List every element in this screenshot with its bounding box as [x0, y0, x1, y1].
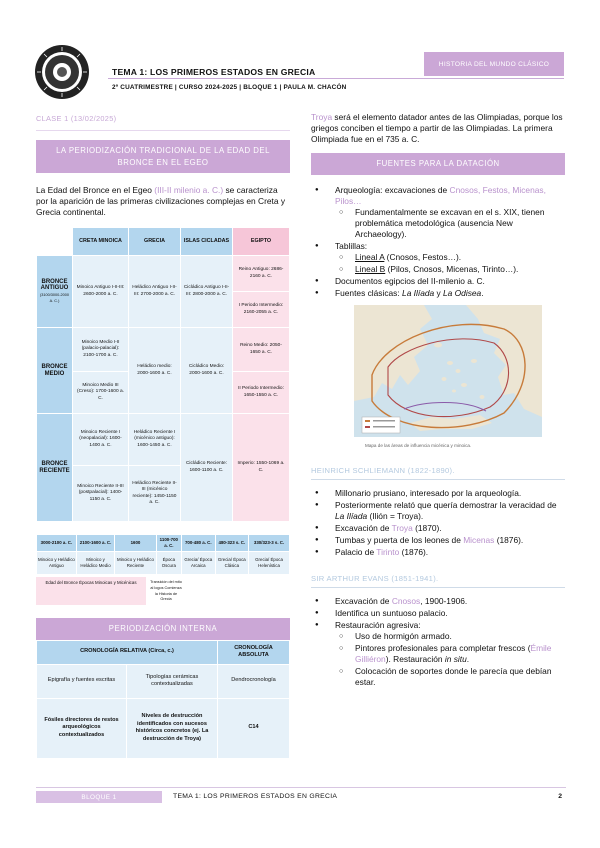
table-cell: Imperio: 1550-1069 a. C. [233, 414, 290, 522]
intro-paragraph [36, 185, 290, 218]
item-text: (1876). [494, 534, 524, 545]
item-text: Fuentes clásicas: [335, 287, 403, 298]
row-header-reciente: BRONCE RECIENTE [37, 414, 73, 522]
table-cell: Reino Medio: 2050-1650 a. C. [233, 328, 290, 372]
table-cell: Heládico medio: 2000-1600 a. C. [129, 328, 181, 414]
item-text: Pintores profesionales para completar frescos ( [355, 642, 531, 653]
item-text: (1870). [412, 522, 442, 533]
table-cell: I Periodo Intermedio: 2160-2055 a. C. [233, 292, 290, 328]
list-item: ● Documentos egipcios del II-milenio a. C. [311, 276, 565, 287]
table-corner [37, 228, 73, 256]
document-title: TEMA 1: LOS PRIMEROS ESTADOS EN GRECIA [112, 67, 316, 77]
item-label: Tablillas: [335, 240, 368, 251]
timeline-date: 3000-2100 a. C. [37, 535, 77, 552]
item-italic: in situ [444, 653, 467, 664]
column-header-creta: CRETA MINOICA [73, 228, 129, 256]
timeline-note-transition: Transición del mito al logos Comienza la Historia de Grecia [150, 580, 182, 602]
item-text: (Ilión = Troya). [367, 510, 424, 521]
troya-text: será el elemento datador antes de las Olimpiadas, porque los griegos conciben el tiempo a partir de las Olimpiadas. La primera Olimpiada fue en el 735 a. C. [311, 112, 563, 144]
timeline-era: Época Oscura [156, 552, 181, 575]
section-heading-evans: SIR ARTHUR EVANS (1851-1941). [311, 574, 565, 588]
sub-list-item: ○ Fundamentalmente se excavan en el s. XIX, tienen problemática metodológica (ausencia New Archaeology). [335, 207, 565, 240]
sub-list-item: ○ Colocación de soportes donde le parecía que debían estar. [335, 666, 565, 688]
column-header-grecia: GRECIA [129, 228, 181, 256]
item-text: ). Restauración [385, 653, 445, 664]
header-divider [108, 78, 564, 79]
timeline-era: Minoico y Heládico Antiguo [37, 552, 77, 575]
list-item [311, 500, 565, 522]
timeline-notes [36, 577, 290, 606]
aegean-map [354, 305, 542, 437]
item-text: Excavación de [335, 595, 392, 606]
footer-title: TEMA 1: LOS PRIMEROS ESTADOS EN GRECIA [173, 793, 338, 800]
university-seal-icon [34, 44, 90, 100]
item-italic: La Odisea [443, 287, 482, 298]
timeline-table [36, 534, 290, 575]
column-header-cicladas: ISLAS CICLADAS [181, 228, 233, 256]
table-cell: Minoico Reciente II-III (postpalacial): 1400-1150 a. C. [73, 466, 129, 522]
item-highlight: Lineal A [355, 251, 385, 262]
list-item: ● Millonario prusiano, interesado por la arqueología. [311, 488, 565, 499]
item-highlight: Cnosos, Festos, Micenas, Pilos… [335, 184, 546, 206]
item-text: Palacio de [335, 546, 377, 557]
timeline-date: 480-323 s. C. [215, 535, 249, 552]
timeline-note-bronze: Edad del Bronce Épocas Minoicas y Micénicas [36, 577, 146, 605]
table-cell: II Periodo Intermedio: 1650-1550 a. C. [233, 372, 290, 414]
sub-list-item [335, 264, 565, 275]
table-cell: Epigrafía y fuentes escritas [37, 664, 127, 698]
row-label: BRONCE ANTIGUO [40, 278, 69, 291]
row-note: (3100/3000-2000 A. C.) [40, 292, 69, 303]
header-relative: CRONOLOGÍA RELATIVA (Circa, c.) [37, 640, 218, 664]
item-text: . [466, 653, 470, 664]
section-heading-schliemann: HEINRICH SCHLIEMANN (1822-1890). [311, 466, 565, 480]
troya-highlight: Troya [311, 112, 333, 122]
page-footer [36, 787, 566, 803]
list-item: ● Identifica un suntuoso palacio. [311, 608, 565, 619]
timeline-date: 330/323-3 s. C. [249, 535, 290, 552]
timeline-era: Minoico y Heládico Reciente [115, 552, 156, 575]
timeline-date: 2100-1600 a. C. [76, 535, 114, 552]
item-text: Excavación de [335, 522, 392, 533]
list-item [311, 185, 565, 240]
item-label: Arqueología: [335, 184, 383, 195]
timeline-date: 1600 [115, 535, 156, 552]
subject-badge: HISTORIA DEL MUNDO CLÁSICO [424, 52, 564, 76]
table-cell: Heládico Antiguo I-II-III: 2700-2000 a. C. [129, 256, 181, 328]
sources-list [311, 185, 565, 299]
evans-list [311, 596, 565, 688]
item-text: Restauración agresiva: [335, 619, 421, 630]
page-number: 2 [558, 793, 562, 800]
class-label: CLASE 1 (13/02/2025) [36, 114, 290, 131]
aegean-map-image [354, 305, 542, 437]
section-heading-internal: PERIODIZACIÓN INTERNA [36, 618, 290, 640]
timeline-era: Grecia/ Época Clásica [215, 552, 249, 575]
timeline-era: Minoico y Heládico Medio [76, 552, 114, 575]
item-text: . [481, 287, 484, 298]
list-item [311, 547, 565, 558]
table-cell: Heládico Reciente II-III (micénico reciente): 1450-1150 a. C. [129, 466, 181, 522]
column-header-egipto: EGIPTO [233, 228, 290, 256]
timeline-era: Grecia/ Época Helenística [249, 552, 290, 575]
list-item [311, 288, 565, 299]
document-subtitle: 2º CUATRIMESTRE | CURSO 2024-2025 | BLOQUE 1 | PAULA M. CHACÓN [112, 84, 347, 91]
internal-periodization-table [36, 640, 290, 759]
item-text: y [434, 287, 444, 298]
table-cell: Heládico Reciente I (micénico antiguo): 1600-1450 a. C. [129, 414, 181, 466]
item-highlight: Cnosos [391, 595, 421, 606]
table-cell: Niveles de destrucción identificados con sucesos históricos concretos (ej. La destrucción de Troya) [127, 698, 218, 758]
list-item [311, 535, 565, 546]
table-cell: Cicládico Medio: 2000-1600 a. C. [181, 328, 233, 414]
table-cell: Cicládico Antiguo I-II-III: 2800-2000 a. C. [181, 256, 233, 328]
table-cell: Minoico Reciente I (neopalacial): 1600-1400 a. C. [73, 414, 129, 466]
timeline-date: 1100-700 a. C. [156, 535, 181, 552]
table-cell: C14 [218, 698, 290, 758]
list-item [311, 241, 565, 275]
item-italic: La Ilíada [335, 510, 368, 521]
item-text: (Cnosos, Festos…). [384, 251, 462, 262]
intro-dates: (III-II milenio a. C.) [154, 185, 224, 195]
intro-text: La Edad del Bronce en el Egeo [36, 185, 155, 195]
schliemann-list [311, 488, 565, 558]
row-header-medio: BRONCE MEDIO [37, 328, 73, 414]
sub-list-item: ○ Uso de hormigón armado. [335, 631, 565, 642]
item-text: (Pilos, Cnosos, Micenas, Tirinto…). [385, 263, 519, 274]
table-cell: Fósiles directores de restos arqueológicos contextualizados [37, 698, 127, 758]
timeline-era: Grecia/ Época Arcaica [181, 552, 215, 575]
list-item [311, 620, 565, 688]
item-text: excavaciones de [382, 184, 450, 195]
table-cell: Minoico Medio III (Creso): 1700-1600 a. C. [73, 372, 129, 414]
sub-list-item [335, 252, 565, 263]
item-text: (1876). [399, 546, 429, 557]
sub-list-item [335, 643, 565, 665]
right-column [311, 112, 565, 689]
table-cell: Cicládico Reciente: 1600-1100 a. C. [181, 414, 233, 522]
table-cell: Minoico Medio I-II (palacio-palacial): 2100-1700 a. C. [73, 328, 129, 372]
intro-text-end: se caracteriza por la aparición de las primeras civilizaciones complejas en Creta y Grecia continental. [36, 185, 286, 217]
item-italic: La Ilíada [402, 287, 435, 298]
list-item [311, 523, 565, 534]
item-highlight: Micenas [463, 534, 495, 545]
item-text: Posteriormente relató que quería demostrar la veracidad de [335, 499, 557, 510]
row-header-antiguo [37, 256, 73, 328]
table-cell: Reino Antiguo: 2686-2160 a. C. [233, 256, 290, 292]
table-cell: Dendrocronología [218, 664, 290, 698]
footer-block-tag: BLOQUE 1 [36, 791, 162, 803]
map-caption: Mapa de las áreas de influencia micénica y minoica. [365, 442, 472, 448]
table-cell: Minoico Antiguo I-II-III: 2600-2000 a. C. [73, 256, 129, 328]
item-highlight: Tirinto [376, 546, 400, 557]
troya-paragraph [311, 112, 565, 145]
left-column [36, 112, 290, 759]
list-item [311, 596, 565, 607]
item-text: , 1900-1906. [420, 595, 468, 606]
timeline-date: 700-480 a. C. [181, 535, 215, 552]
bronze-age-periods-table [36, 227, 290, 522]
item-highlight: Troya [391, 522, 413, 533]
table-cell: Tipologías cerámicas contextualizadas [127, 664, 218, 698]
section-heading-periodization: LA PERIODIZACIÓN TRADICIONAL DE LA EDAD DEL BRONCE EN EL EGEO [36, 140, 290, 173]
section-heading-sources: FUENTES PARA LA DATACIÓN [311, 153, 565, 175]
item-highlight: Lineal B [355, 263, 386, 274]
item-highlight: Émile Gilliéron [355, 642, 552, 664]
header-absolute: CRONOLOGÍA ABSOLUTA [218, 640, 290, 664]
item-text: Tumbas y puerta de los leones de [335, 534, 464, 545]
